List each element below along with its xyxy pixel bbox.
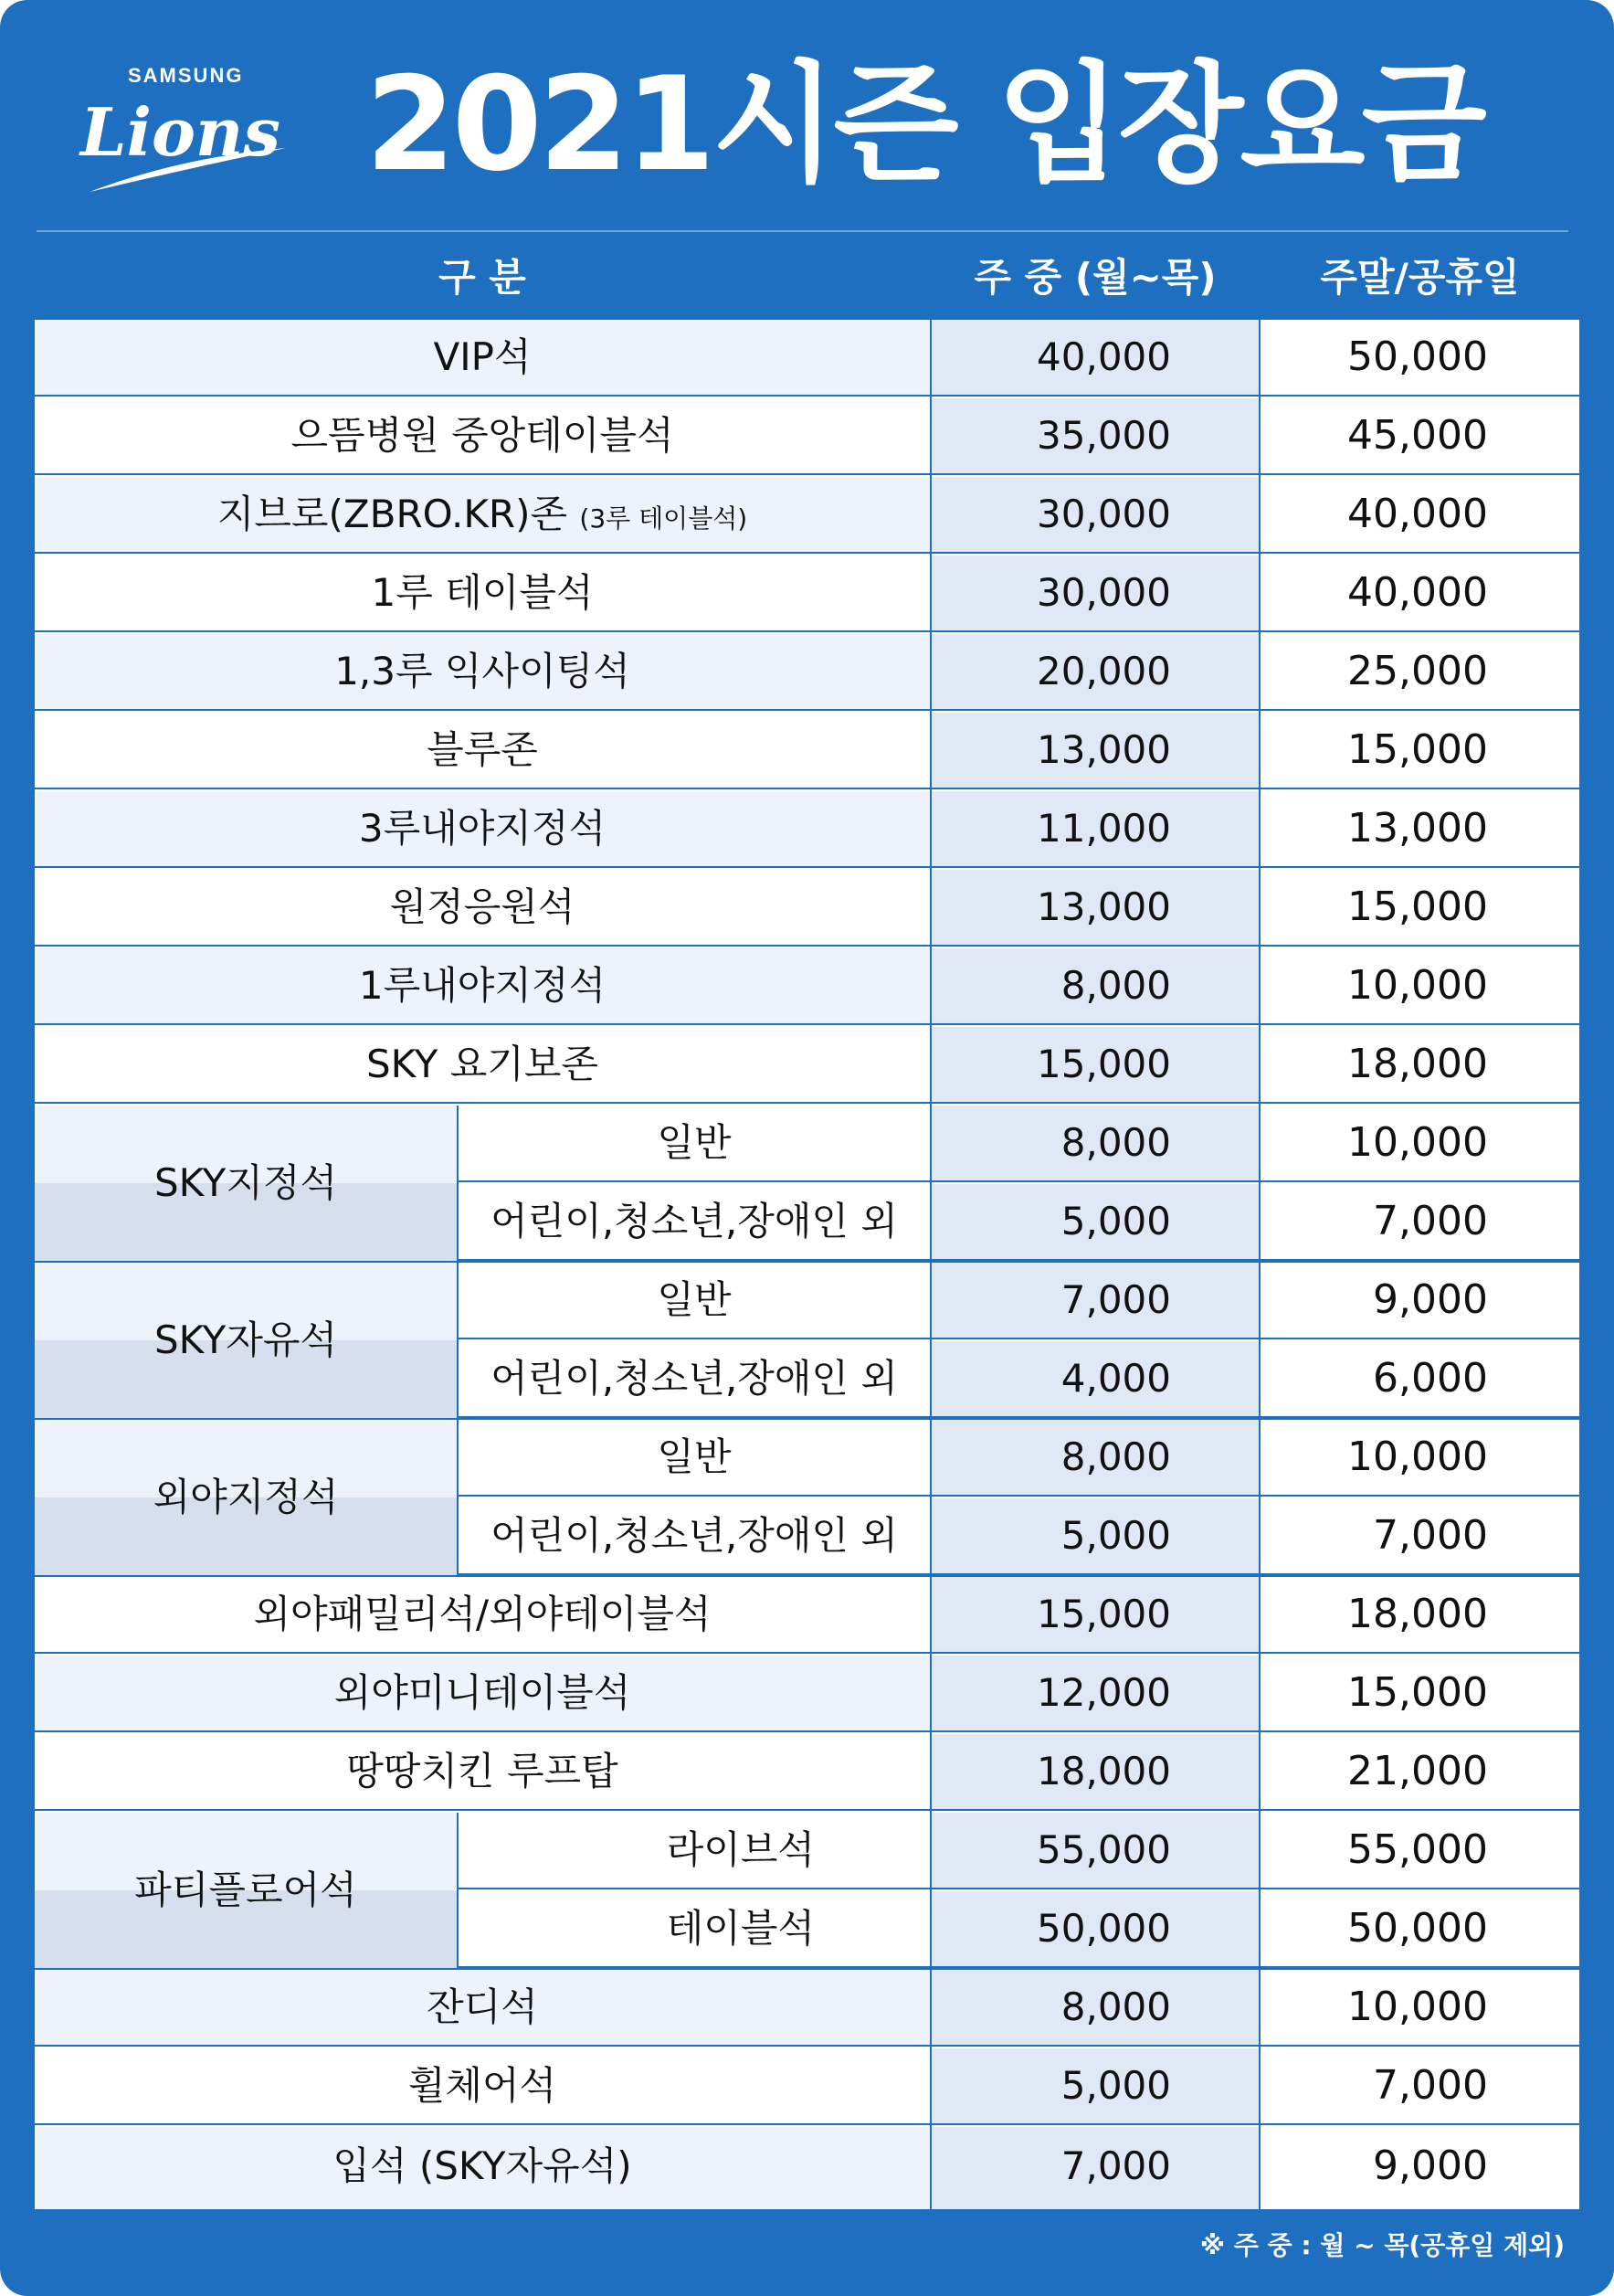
seat-name: VIP석 [35,320,930,395]
weekday-price: 55,000 [932,1813,1259,1888]
weekend-price: 15,000 [1347,726,1488,773]
weekend-price: 10,000 [1347,1984,1488,2030]
seat-note: (3루 테이블석) [579,503,748,534]
seat-name: 휠체어석 [407,2063,557,2108]
table-row [459,1106,1579,1182]
group-divider [457,1813,459,1968]
seat-name: 블루존 [427,727,538,772]
sub-seat-name: 어린이,청소년,장애인 외 [491,1513,898,1558]
group-label: SKY지정석 [35,1106,457,1261]
weekday-price: 8,000 [932,948,1259,1023]
weekend-price: 25,000 [1347,648,1488,694]
weekday-price: 30,000 [932,555,1259,630]
weekend-price: 10,000 [1347,1434,1488,1480]
seat-name: 1루 테이블석 [371,570,594,615]
sub-seat-name: 어린이,청소년,장애인 외 [491,1199,898,1243]
logo-brand: SAMSUNG [128,64,244,87]
table-row [35,1970,1579,2047]
table-row [35,2048,1579,2125]
weekday-price: 8,000 [932,1106,1259,1180]
column-divider [1259,320,1261,2209]
table-row [35,870,1579,947]
weekend-price: 6,000 [1373,1355,1488,1402]
sub-seat-name: 어린이,청소년,장애인 외 [491,1356,898,1401]
weekday-price: 30,000 [932,477,1259,552]
table-row [35,634,1579,711]
weekend-price: 15,000 [1347,1669,1488,1716]
sub-seat-name: 일반 [657,1277,732,1322]
sub-seat-name: 라이브석 [666,1827,815,1872]
group-divider [457,1106,459,1575]
weekend-price: 13,000 [1347,805,1488,852]
table-row [35,1656,1579,1732]
weekend-price: 10,000 [1347,1119,1488,1166]
table-row [459,1813,1579,1889]
seat-name: 원정응원석 [389,884,575,929]
seat-name: 3루내야지정석 [35,791,930,866]
column-divider [930,320,932,2209]
column-header-weekend: 주말/공휴일 [1320,255,1520,300]
column-header-weekday: 주 중 (월~목) [974,255,1217,300]
table-row [35,1027,1579,1104]
seat-name: 외야미니테이블석 [35,1656,930,1730]
weekday-price: 13,000 [932,870,1259,945]
weekend-price: 45,000 [1347,412,1488,459]
seat-name: SKY 요기보존 [366,1042,598,1086]
weekend-price: 9,000 [1373,2143,1488,2189]
table-row [459,1891,1579,1968]
price-table [35,320,1579,2209]
weekend-price: 21,000 [1347,1748,1488,1794]
table-row [35,477,1579,554]
table-row [459,1420,1579,1497]
weekend-price: 10,000 [1347,962,1488,1009]
sub-seat-name: 테이블석 [666,1906,815,1951]
table-row [459,1341,1579,1418]
weekend-price: 15,000 [1347,883,1488,930]
seat-name: 입석 (SKY자유석) [35,2127,930,2209]
weekday-price: 7,000 [932,1263,1259,1338]
weekend-price: 18,000 [1347,1041,1488,1087]
page-title: 2021시즌 입장요금 [365,49,1483,200]
table-row [35,2127,1579,2209]
lions-logo-icon [71,84,300,194]
weekday-price: 8,000 [932,1970,1259,2045]
table-row [35,1577,1579,1654]
seat-name: 외야패밀리석/외야테이블석 [253,1592,712,1636]
table-row [35,398,1579,475]
table-row [35,948,1579,1025]
group-label: 외야지정석 [35,1420,457,1575]
weekend-price: 7,000 [1373,1198,1488,1244]
table-row [459,1498,1579,1575]
weekend-price: 7,000 [1373,1512,1488,1559]
weekend-price: 55,000 [1347,1826,1488,1873]
weekday-price: 5,000 [932,1498,1259,1573]
seat-name: 1,3루 익사이팅석 [35,634,930,709]
sub-seat-name: 일반 [657,1120,732,1165]
weekend-price: 9,000 [1373,1276,1488,1323]
weekday-price: 20,000 [932,634,1259,709]
footnote: ※ 주 중 : 월 ~ 목(공휴일 제외) [1199,2230,1565,2260]
weekday-price: 15,000 [932,1027,1259,1102]
seat-name: 지브로(ZBRO.KR)존 [216,492,568,536]
table-row [35,555,1579,632]
weekday-price: 15,000 [932,1577,1259,1652]
seat-name: 땅땅치킨 루프탑 [346,1749,618,1793]
header-divider [37,230,1568,232]
table-row [459,1184,1579,1261]
weekend-price: 7,000 [1373,2062,1488,2109]
table-row [35,1734,1579,1811]
weekend-price: 40,000 [1347,569,1488,616]
table-row [35,713,1579,789]
weekday-price: 35,000 [932,398,1259,473]
column-header-category: 구 분 [438,255,526,300]
weekday-price: 7,000 [932,2127,1259,2209]
weekday-price: 5,000 [932,1184,1259,1259]
weekday-price: 50,000 [932,1891,1259,1966]
weekend-price: 50,000 [1347,1905,1488,1952]
weekday-price: 13,000 [932,713,1259,788]
weekend-price: 50,000 [1347,333,1488,380]
group-label: 파티플로어석 [35,1813,457,1968]
weekday-price: 4,000 [932,1341,1259,1416]
weekday-price: 12,000 [932,1656,1259,1730]
seat-name: 으뜸병원 중앙테이블석 [290,413,674,458]
seat-name: 1루내야지정석 [35,948,930,1023]
seat-name-with-note [35,477,930,552]
weekday-price: 5,000 [932,2048,1259,2123]
weekday-price: 18,000 [932,1734,1259,1809]
logo-name: Lions [80,93,280,171]
weekday-price: 8,000 [932,1420,1259,1495]
seat-name: 잔디석 [35,1970,930,2045]
weekend-price: 18,000 [1347,1591,1488,1637]
sub-seat-name: 일반 [657,1434,732,1479]
weekday-price: 11,000 [932,791,1259,866]
weekend-price: 40,000 [1347,491,1488,537]
group-label: SKY자유석 [35,1263,457,1418]
table-row [35,791,1579,868]
table-row [35,320,1579,397]
table-row [459,1263,1579,1339]
team-logo [71,57,300,194]
weekday-price: 40,000 [932,320,1259,395]
